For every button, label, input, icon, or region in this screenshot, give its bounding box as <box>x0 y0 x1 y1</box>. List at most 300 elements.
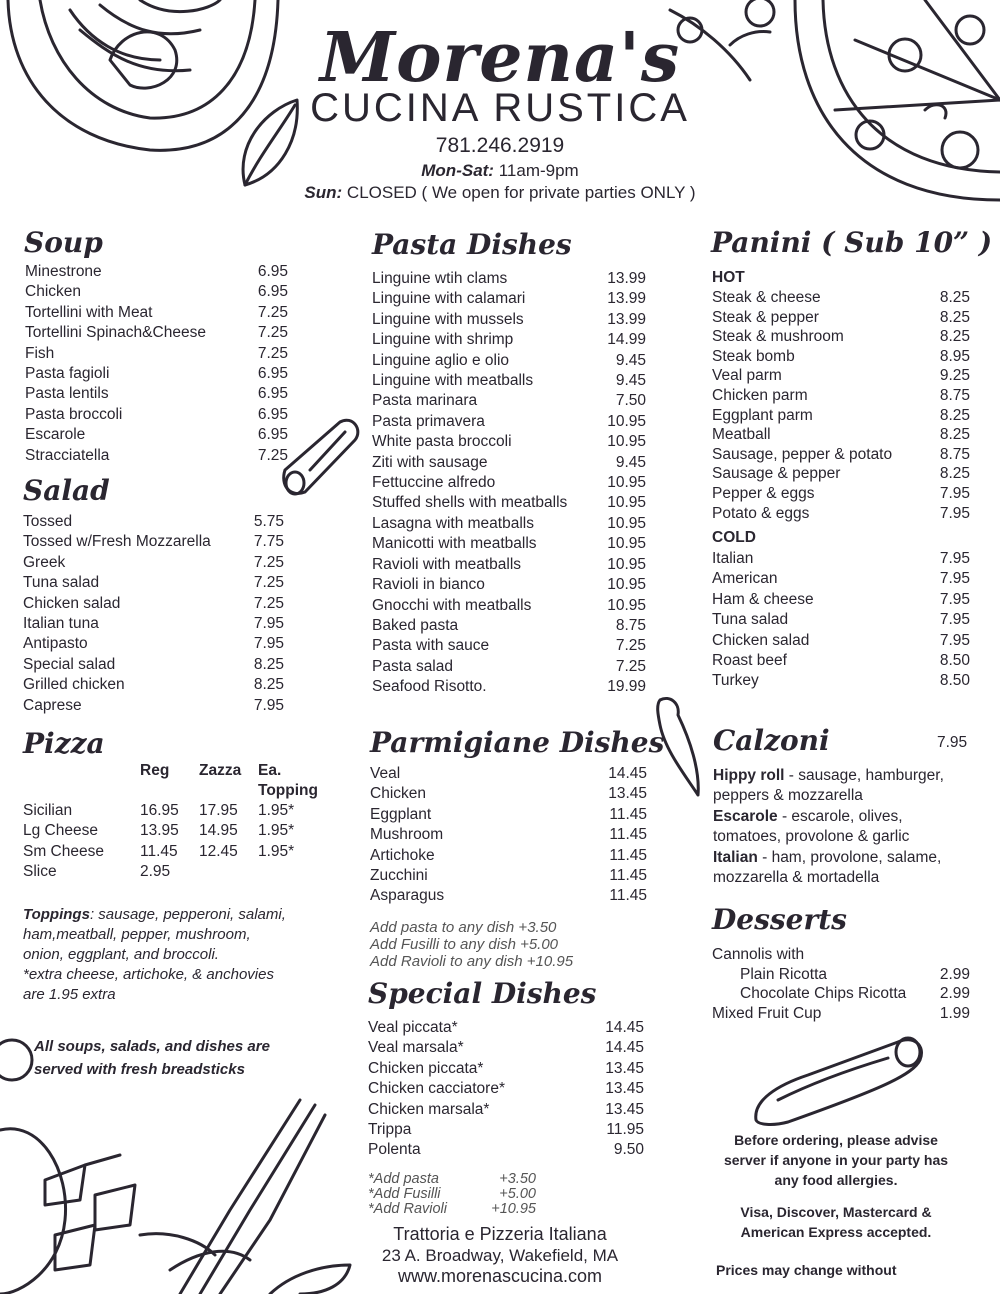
menu-item-row <box>372 453 646 473</box>
menu-item-name: Ziti with sausage <box>372 453 488 471</box>
pizza-row <box>23 842 323 862</box>
menu-item-row <box>370 784 647 804</box>
menu-item-price: 8.25 <box>939 406 970 424</box>
menu-item-row <box>372 432 646 452</box>
menu-item-price: 7.95 <box>939 631 970 649</box>
menu-item-name: Pasta primavera <box>372 412 485 430</box>
menu-item-name: Veal parm <box>712 367 782 385</box>
menu-item-price: 8.25 <box>939 289 970 306</box>
cannolis-label: Cannolis with <box>712 946 805 963</box>
menu-item-price: 9.45 <box>615 372 646 390</box>
breadsticks-line2: served with fresh breadsticks <box>34 1061 245 1078</box>
hours-sunday-value: CLOSED ( We open for private parties ONLY ) <box>346 183 696 202</box>
menu-item-name: Chicken <box>370 785 426 803</box>
menu-item-row <box>372 534 646 554</box>
menu-item-row <box>740 984 970 1004</box>
menu-item-name: Turkey <box>712 672 759 690</box>
menu-item-name: Chicken piccata* <box>368 1059 484 1077</box>
menu-item-row <box>740 965 970 985</box>
menu-item-name: Chicken salad <box>23 594 121 612</box>
menu-item-price: 6.95 <box>257 263 288 280</box>
menu-item-price: 8.25 <box>939 308 970 326</box>
menu-item-row <box>372 575 646 595</box>
menu-item-price: 13.45 <box>605 1080 644 1098</box>
soup-list <box>25 262 288 466</box>
menu-item-row <box>372 657 646 677</box>
menu-item-price: 7.25 <box>253 574 284 592</box>
desserts-list <box>712 945 970 1023</box>
menu-item-row <box>368 1172 536 1187</box>
menu-item-row <box>372 289 646 309</box>
menu-item-price: 8.75 <box>939 386 970 404</box>
menu-item-row <box>25 446 288 466</box>
menu-item-name: Potato & eggs <box>712 504 810 522</box>
menu-item-row <box>372 269 646 289</box>
menu-item-row <box>372 555 646 575</box>
menu-item-row <box>712 308 970 328</box>
allergy-line2: server if anyone in your party has <box>723 1152 949 1168</box>
menu-item-name: Linguine with calamari <box>372 290 526 308</box>
toppings-line1: : sausage, pepperoni, salami, <box>89 906 286 923</box>
menu-item-price: 9.50 <box>613 1141 644 1159</box>
special-list <box>368 1018 644 1161</box>
menu-item-name: Pasta salad <box>372 657 453 675</box>
menu-item-name: Manicotti with meatballs <box>372 535 537 553</box>
dessert-fruit-row <box>712 1004 970 1024</box>
toppings-line3: onion, eggplant, and broccoli. <box>23 946 219 963</box>
parmigiane-list <box>370 764 647 907</box>
desserts-title: Desserts <box>712 903 847 936</box>
menu-item-price: 2.99 <box>939 985 970 1003</box>
menu-item-price: 5.75 <box>253 513 284 530</box>
menu-item-price: 7.95 <box>253 635 284 653</box>
menu-item-row <box>712 671 970 691</box>
breadsticks-note <box>34 1035 334 1081</box>
menu-item-name: Antipasto <box>23 635 88 653</box>
menu-item-row <box>23 594 284 614</box>
menu-item-price: 11.95 <box>606 1121 644 1139</box>
calzone-escarole-desc2: tomatoes, provolone & garlic <box>713 828 910 846</box>
menu-item-name: Seafood Risotto. <box>372 678 487 696</box>
menu-item-price: 10.95 <box>607 514 646 532</box>
special-addons <box>368 1172 536 1217</box>
menu-item-row <box>368 1059 644 1079</box>
dessert-fruit-name: Mixed Fruit Cup <box>712 1004 822 1022</box>
cards-line1: Visa, Discover, Mastercard & <box>740 1204 932 1220</box>
menu-item-row <box>372 473 646 493</box>
menu-item-name: Trippa <box>368 1121 412 1139</box>
menu-item-price: 6.95 <box>257 365 288 383</box>
menu-item-name: Chicken <box>25 283 81 301</box>
menu-item-row <box>712 484 970 504</box>
pizza-name: Sicilian <box>23 802 73 819</box>
allergy-notice <box>705 1130 967 1190</box>
pizza-row <box>23 801 323 821</box>
cards-line2: American Express accepted. <box>740 1224 932 1240</box>
menu-item-name: Linguine wtih clams <box>372 270 508 287</box>
hours-weekday-label: Mon-Sat: <box>421 161 494 180</box>
menu-item-row <box>372 371 646 391</box>
menu-item-price: 14.45 <box>605 1019 644 1036</box>
menu-item-price: 8.50 <box>939 652 970 670</box>
footer <box>360 1224 640 1287</box>
pizza-col-reg: Reg <box>140 762 170 779</box>
pizza-reg: 11.45 <box>140 842 178 860</box>
menu-item-row <box>23 675 284 695</box>
menu-item-price: 14.99 <box>607 331 646 349</box>
parm-add-line2: Add Fusilli to any dish +5.00 <box>370 936 559 953</box>
menu-item-name: Ravioli with meatballs <box>372 555 522 573</box>
menu-item-row <box>368 1140 644 1160</box>
menu-item-row <box>23 614 284 634</box>
pizza-col-zazza: Zazza <box>199 762 242 779</box>
menu-item-name: Tortellini with Meat <box>25 303 153 321</box>
menu-item-price: +3.50 <box>499 1171 536 1187</box>
menu-item-name: Pasta marinara <box>372 392 478 410</box>
menu-item-price: 8.50 <box>939 672 970 690</box>
menu-item-name: Linguine with shrimp <box>372 331 514 349</box>
menu-item-price: 8.95 <box>939 347 970 365</box>
menu-item-name: Asparagus <box>370 887 445 905</box>
menu-item-name: Ham & cheese <box>712 590 814 608</box>
menu-item-name: *Add pasta <box>368 1171 439 1187</box>
menu-item-name: Pasta fagioli <box>25 365 110 383</box>
menu-item-price: 13.45 <box>608 785 647 803</box>
menu-item-row <box>25 425 288 445</box>
menu-item-row <box>712 425 970 445</box>
menu-item-price: 7.25 <box>257 324 288 342</box>
menu-item-price: 11.45 <box>609 805 647 823</box>
footer-website[interactable]: www.morenascucina.com <box>397 1266 603 1286</box>
hours-sunday <box>0 183 1000 203</box>
menu-item-row <box>368 1100 644 1120</box>
pizza-row <box>23 821 323 841</box>
hours-sunday-label: Sun: <box>304 183 343 202</box>
menu-item-row <box>370 866 647 886</box>
menu-item-name: Steak & pepper <box>712 308 819 326</box>
calzoni-list <box>713 766 993 888</box>
menu-item-price: 10.95 <box>607 535 646 553</box>
toppings-line4: *extra cheese, artichoke, & anchovies <box>23 966 274 983</box>
menu-item-price: 9.45 <box>615 351 646 369</box>
toppings-line5: are 1.95 extra <box>23 986 116 1003</box>
footer-address: 23 A. Broadway, Wakefield, MA <box>381 1246 619 1265</box>
soup-title: Soup <box>24 226 103 259</box>
menu-item-price: 8.75 <box>615 616 646 634</box>
menu-item-row <box>25 405 288 425</box>
menu-item-name: Grilled chicken <box>23 676 125 694</box>
menu-item-name: Eggplant parm <box>712 406 813 424</box>
allergy-line1: Before ordering, please advise <box>734 1132 938 1148</box>
menu-item-price: 7.95 <box>939 484 970 502</box>
menu-item-name: *Add Ravioli <box>368 1201 447 1217</box>
menu-item-name: Meatball <box>712 426 771 444</box>
hours-weekday <box>0 161 1000 181</box>
menu-item-price: 8.25 <box>253 655 284 673</box>
menu-item-row <box>712 464 970 484</box>
menu-item-name: Steak & cheese <box>712 289 821 306</box>
menu-item-name: Italian tuna <box>23 615 99 633</box>
menu-item-row <box>712 504 970 524</box>
calzone-hippy-desc1: - sausage, hamburger, <box>784 767 944 784</box>
menu-item-name: Chicken marsala* <box>368 1100 490 1118</box>
menu-item-price: 14.45 <box>608 765 647 782</box>
menu-item-row <box>23 655 284 675</box>
menu-item-price: 9.45 <box>615 453 646 471</box>
menu-item-row <box>368 1079 644 1099</box>
menu-item-price: 7.95 <box>939 550 970 567</box>
special-title: Special Dishes <box>368 977 597 1010</box>
menu-item-price: 13.45 <box>605 1059 644 1077</box>
menu-item-row <box>370 825 647 845</box>
restaurant-tagline: CUCINA RUSTICA <box>310 86 690 130</box>
menu-item-name: Steak & mushroom <box>712 328 844 346</box>
menu-item-row <box>23 634 284 654</box>
menu-item-name: Tuna salad <box>712 611 789 629</box>
menu-item-price: 7.50 <box>615 392 646 410</box>
menu-item-price: 11.45 <box>609 867 647 885</box>
pizza-reg: 2.95 <box>140 863 171 881</box>
toppings-line2: ham,meatball, pepper, mushroom, <box>23 926 251 943</box>
pizza-topping: 1.95* <box>258 802 295 819</box>
menu-item-price: 2.99 <box>939 965 970 983</box>
menu-item-row <box>712 288 970 308</box>
calzone-escarole-name: Escarole <box>713 807 778 825</box>
menu-item-name: Steak bomb <box>712 347 795 365</box>
menu-item-name: Sausage & pepper <box>712 465 841 483</box>
menu-item-row <box>372 330 646 350</box>
menu-item-name: Fettuccine alfredo <box>372 474 496 492</box>
menu-item-row <box>25 364 288 384</box>
menu-item-row <box>372 514 646 534</box>
menu-item-row <box>372 493 646 513</box>
menu-item-row <box>368 1120 644 1140</box>
pizza-row <box>23 862 323 882</box>
pizza-zazza: 17.95 <box>199 802 238 819</box>
menu-item-name: Chicken salad <box>712 631 810 649</box>
menu-item-name: Plain Ricotta <box>740 965 828 983</box>
menu-item-price: 9.25 <box>939 367 970 385</box>
menu-item-price: 10.95 <box>607 494 646 512</box>
menu-item-price: 10.95 <box>607 412 646 430</box>
cards-notice <box>705 1202 967 1242</box>
pasta-title: Pasta Dishes <box>372 228 572 261</box>
pizza-name: Sm Cheese <box>23 842 104 860</box>
menu-item-price: 10.95 <box>607 576 646 594</box>
menu-item-price: 7.25 <box>257 446 288 464</box>
menu-item-price: 7.95 <box>939 611 970 629</box>
menu-item-row <box>712 327 970 347</box>
breadsticks-line1: All soups, salads, and dishes are <box>34 1038 270 1055</box>
phone-number: 781.246.2919 <box>435 134 565 157</box>
menu-item-name: Pasta broccoli <box>25 405 123 423</box>
menu-item-row <box>23 553 284 573</box>
calzone-italian-desc1: - ham, provolone, salame, <box>757 848 942 866</box>
pizza-name: Slice <box>23 863 57 881</box>
penne-illustration <box>275 410 365 500</box>
calzone-italian-desc2: mozzarella & mortadella <box>713 869 880 887</box>
menu-item-price: 19.99 <box>607 678 646 696</box>
panini-title: Panini ( Sub 10” ) <box>711 226 993 259</box>
menu-item-row <box>25 344 288 364</box>
menu-item-price: 7.25 <box>253 594 284 612</box>
panini-hot-list <box>712 288 970 523</box>
pizza-col-topping-line2: Topping <box>258 782 318 800</box>
calzone-hippy-desc2: peppers & mozzarella <box>713 787 863 805</box>
menu-item-row <box>368 1187 536 1202</box>
pizza-list <box>23 801 323 883</box>
menu-item-price: 13.99 <box>607 310 646 328</box>
menu-item-row <box>372 412 646 432</box>
pizza-topping: 1.95* <box>258 822 295 840</box>
pizza-toppings-note <box>23 905 343 1005</box>
menu-item-name: Tortellini Spinach&Cheese <box>25 324 206 342</box>
menu-item-name: Chicken parm <box>712 386 808 404</box>
menu-item-price: 6.95 <box>257 283 288 301</box>
calzone-italian-name: Italian <box>713 848 758 866</box>
pizza-zazza: 12.45 <box>199 842 238 860</box>
panini-hot-label: HOT <box>712 269 745 286</box>
menu-item-price: 11.45 <box>609 846 647 864</box>
menu-item-name: Ravioli in bianco <box>372 576 485 594</box>
cannoli-illustration <box>748 1030 928 1125</box>
menu-item-row <box>372 310 646 330</box>
menu-item-price: 13.99 <box>607 290 646 308</box>
menu-item-name: Chocolate Chips Ricotta <box>740 985 907 1003</box>
menu-item-row <box>23 512 284 532</box>
cannoli-items <box>712 965 970 1004</box>
menu-item-price: 7.95 <box>939 570 970 588</box>
parmigiane-addons <box>370 919 650 970</box>
menu-item-row <box>372 351 646 371</box>
menu-item-row <box>372 616 646 636</box>
menu-item-name: Tossed <box>23 513 73 530</box>
menu-item-price: 7.95 <box>939 504 970 522</box>
menu-item-row <box>712 569 970 589</box>
dessert-fruit-price: 1.99 <box>939 1004 970 1022</box>
menu-item-row <box>712 610 970 630</box>
menu-item-row <box>25 323 288 343</box>
menu-item-row <box>712 366 970 386</box>
menu-item-price: 7.25 <box>615 637 646 655</box>
menu-item-name: Pasta with sauce <box>372 637 490 655</box>
menu-item-name: Roast beef <box>712 652 787 670</box>
menu-item-row <box>370 764 647 784</box>
menu-item-name: Minestrone <box>25 263 102 280</box>
menu-item-name: Fish <box>25 344 55 362</box>
prices-notice: Prices may change without <box>716 1262 897 1278</box>
calzone-hippy-name: Hippy roll <box>713 767 785 784</box>
menu-item-name: Mushroom <box>370 826 444 844</box>
menu-item-name: White pasta broccoli <box>372 433 512 451</box>
menu-item-row <box>25 262 288 282</box>
menu-item-name: Artichoke <box>370 846 435 864</box>
menu-item-price: 8.25 <box>939 328 970 346</box>
menu-item-row <box>368 1202 536 1217</box>
menu-item-price: 7.95 <box>939 590 970 608</box>
calzoni-title: Calzoni <box>713 724 830 757</box>
panini-cold-label: COLD <box>712 529 756 546</box>
menu-item-row <box>25 303 288 323</box>
pizza-reg: 13.95 <box>140 822 179 840</box>
menu-item-name: Greek <box>23 553 66 571</box>
calzone-escarole-desc1: - escarole, olives, <box>777 807 903 825</box>
menu-item-row <box>712 651 970 671</box>
menu-item-price: 13.99 <box>607 270 646 287</box>
parmigiane-title: Parmigiane Dishes <box>370 726 665 759</box>
menu-item-row <box>372 596 646 616</box>
menu-item-price: 14.45 <box>605 1039 644 1057</box>
hours-weekday-value: 11am-9pm <box>498 161 579 180</box>
salad-list <box>23 512 284 716</box>
menu-item-name: Eggplant <box>370 805 432 823</box>
menu-item-row <box>712 445 970 465</box>
menu-item-row <box>712 590 970 610</box>
pasta-list <box>372 269 646 698</box>
menu-item-name: Caprese <box>23 696 82 714</box>
toppings-label: Toppings <box>23 906 90 923</box>
restaurant-name: Morena's <box>319 18 681 98</box>
menu-item-row <box>712 406 970 426</box>
menu-item-name: Escarole <box>25 426 86 444</box>
pizza-name: Lg Cheese <box>23 822 98 840</box>
menu-item-price: 10.95 <box>607 555 646 573</box>
menu-item-price: 10.95 <box>607 474 646 492</box>
menu-item-price: +10.95 <box>491 1201 536 1217</box>
calzoni-price: 7.95 <box>937 734 968 751</box>
menu-item-name: Tuna salad <box>23 574 100 592</box>
parm-add-line3: Add Ravioli to any dish +10.95 <box>370 953 574 970</box>
menu-item-price: 7.25 <box>615 657 646 675</box>
menu-item-price: 7.25 <box>257 303 288 321</box>
menu-item-row <box>368 1018 644 1038</box>
menu-item-row <box>25 282 288 302</box>
menu-item-row <box>712 549 970 569</box>
menu-item-name: Stuffed shells with meatballs <box>372 494 568 512</box>
menu-item-row <box>712 631 970 651</box>
menu-item-price: 6.95 <box>257 385 288 403</box>
menu-item-price: 10.95 <box>607 433 646 451</box>
footer-line1: Trattoria e Pizzeria Italiana <box>393 1224 607 1244</box>
menu-item-row <box>372 636 646 656</box>
menu-item-row <box>372 677 646 697</box>
menu-item-name: Veal <box>370 765 401 782</box>
menu-item-price: 7.75 <box>253 533 284 551</box>
menu-item-name: Italian <box>712 550 754 567</box>
pasta-ingredients-illustration <box>0 1060 360 1294</box>
menu-item-name: Chicken cacciatore* <box>368 1080 505 1098</box>
menu-item-name: Special salad <box>23 655 116 673</box>
menu-item-price: 7.95 <box>253 615 284 633</box>
menu-item-name: Linguine aglio e olio <box>372 351 510 369</box>
pizza-col-topping <box>258 761 318 802</box>
menu-item-row <box>370 805 647 825</box>
menu-item-row <box>712 347 970 367</box>
menu-item-price: 8.25 <box>253 676 284 694</box>
menu-item-name: Pasta lentils <box>25 385 109 403</box>
menu-item-price: 6.95 <box>257 426 288 444</box>
pizza-title: Pizza <box>23 727 105 760</box>
menu-item-price: +5.00 <box>499 1186 536 1202</box>
menu-item-name: Sausage, pepper & potato <box>712 445 893 463</box>
menu-item-row <box>23 573 284 593</box>
menu-item-name: Tossed w/Fresh Mozzarella <box>23 533 211 551</box>
menu-item-name: Zucchini <box>370 867 428 885</box>
menu-item-price: 13.45 <box>605 1100 644 1118</box>
salad-title: Salad <box>23 474 110 507</box>
menu-item-price: 11.45 <box>609 826 647 844</box>
menu-item-name: Linguine with meatballs <box>372 372 534 390</box>
